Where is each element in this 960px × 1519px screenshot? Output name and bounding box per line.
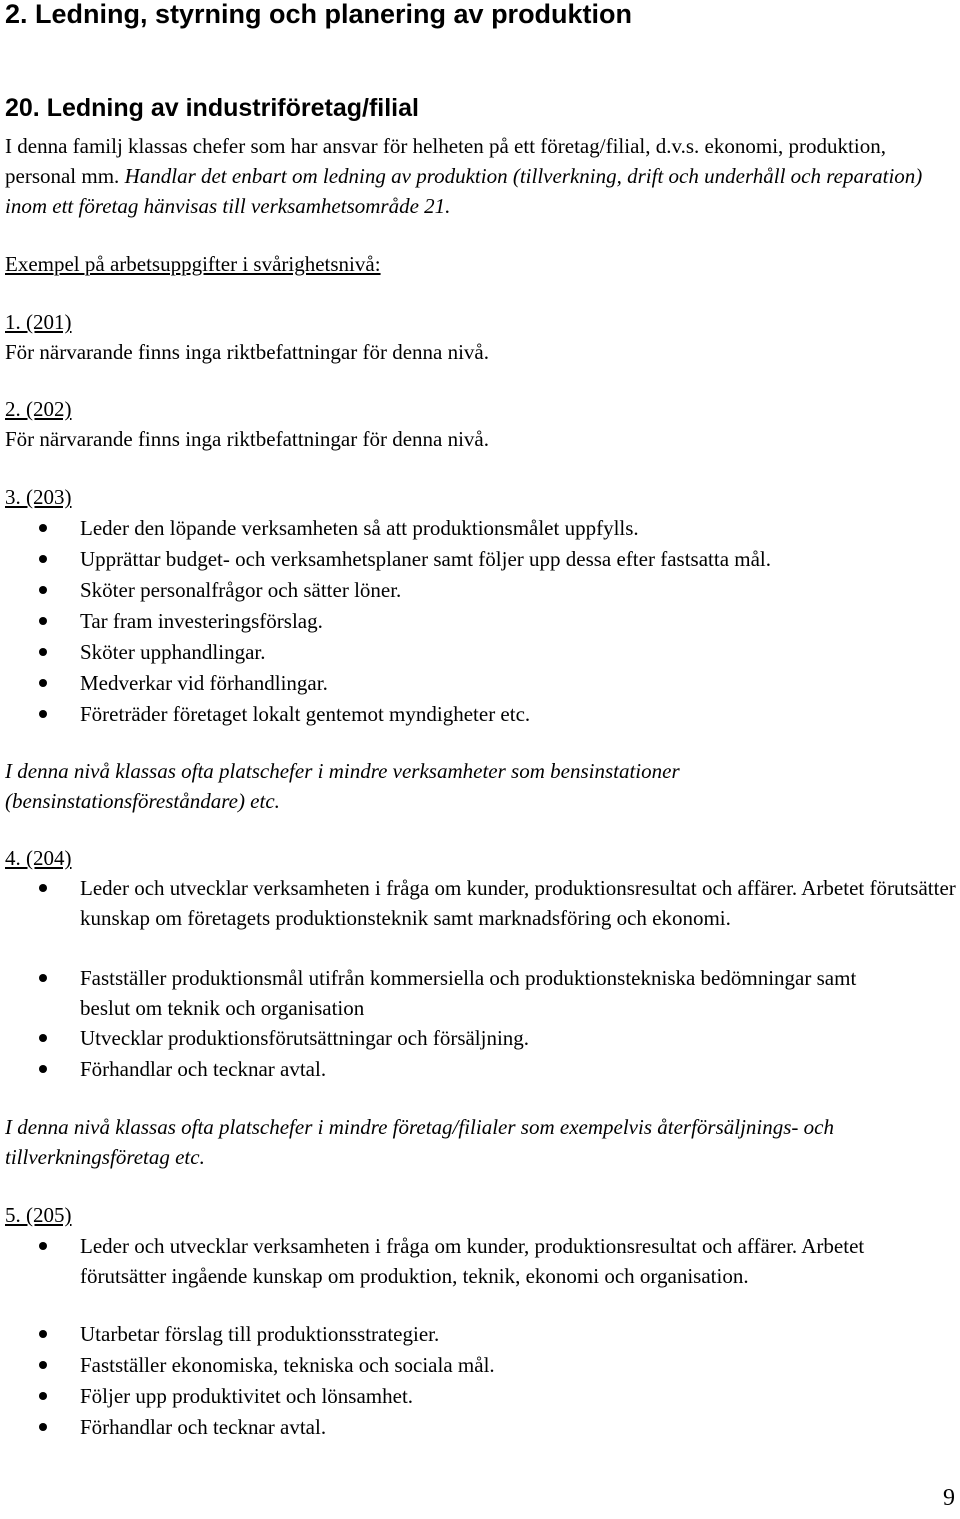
list-item-text: Sköter personalfrågor och sätter löner. <box>80 578 402 602</box>
list-item <box>0 1350 950 1381</box>
bullet-icon <box>39 1242 47 1250</box>
list-item <box>0 1319 950 1350</box>
bullet-icon <box>39 555 47 563</box>
list-item-text: Leder och utvecklar verksamheten i fråga om kunder, produktionsresultat och affärer. Arbetet förutsätter ingående kunskap om produktion, teknik, ekonomi och organisation. <box>80 1234 865 1288</box>
level-4-bullet-list <box>0 873 960 1085</box>
list-item-text: Medverkar vid förhandlingar. <box>80 671 328 695</box>
chapter-heading: 2. Ledning, styrning och planering av produktion <box>5 0 633 29</box>
list-item <box>0 873 960 963</box>
bullet-icon <box>39 974 47 982</box>
level-4-note: I denna nivå klassas ofta platschefer i mindre företag/filialer som exempelvis återförsäljnings- och tillverkningsföretag etc. <box>5 1115 834 1169</box>
intro-text: I denna familj klassas chefer som har ansvar för helheten på ett företag/filial, d.v.s. ekonomi, produktion, personal mm. <box>5 134 886 188</box>
list-item-text: Upprättar budget- och verksamhetsplaner samt följer upp dessa efter fastsatta mål. <box>80 547 772 571</box>
list-item-text: Utvecklar produktionsförutsättningar och försäljning. <box>80 1026 530 1050</box>
level-5-label: 5. (205) <box>5 1203 72 1227</box>
bullet-icon <box>39 710 47 718</box>
list-item <box>0 637 771 668</box>
bullet-icon <box>39 586 47 594</box>
list-item <box>0 1381 950 1412</box>
list-item <box>0 544 771 575</box>
list-item-text: Fastställer ekonomiska, tekniska och sociala mål. <box>80 1353 495 1377</box>
list-item <box>0 1412 950 1443</box>
bullet-icon <box>39 648 47 656</box>
list-item <box>0 513 771 544</box>
list-item-text: Sköter upphandlingar. <box>80 640 266 664</box>
bullet-icon <box>39 1423 47 1431</box>
list-item-text: Förhandlar och tecknar avtal. <box>80 1415 327 1439</box>
bullet-icon <box>39 679 47 687</box>
list-item <box>0 606 771 637</box>
level-2-label: 2. (202) <box>5 397 72 421</box>
bullet-icon <box>39 617 47 625</box>
examples-heading: Exempel på arbetsuppgifter i svårighetsnivå: <box>5 252 381 276</box>
list-item-text: Förhandlar och tecknar avtal. <box>80 1057 327 1081</box>
bullet-icon <box>39 1392 47 1400</box>
list-item <box>0 1231 950 1319</box>
level-4-label: 4. (204) <box>5 846 72 870</box>
list-item-text: Följer upp produktivitet och lönsamhet. <box>80 1384 414 1408</box>
list-item <box>0 668 771 699</box>
list-item <box>0 575 771 606</box>
list-item <box>0 963 880 1023</box>
page-number: 9 <box>943 1485 955 1511</box>
bullet-icon <box>39 1330 47 1338</box>
section-heading: 20. Ledning av industriföretag/filial <box>5 94 419 122</box>
intro-referral-text: Handlar det enbart om ledning av produktion (tillverkning, drift och underhåll och reparation) inom ett företag hänvisas till verksamhetsområde 21. <box>5 164 923 218</box>
intro-paragraph <box>5 131 957 221</box>
list-item <box>0 699 771 730</box>
bullet-icon <box>39 884 47 892</box>
list-item-text: Företräder företaget lokalt gentemot myndigheter etc. <box>80 702 531 726</box>
list-item-text: Tar fram investeringsförslag. <box>80 609 323 633</box>
bullet-icon <box>39 524 47 532</box>
bullet-icon <box>39 1361 47 1369</box>
list-item <box>0 1054 960 1085</box>
level-5-bullet-list <box>0 1231 950 1443</box>
level-1-text: För närvarande finns inga riktbefattningar för denna nivå. <box>5 340 489 364</box>
list-item-text: Utarbetar förslag till produktionsstrategier. <box>80 1322 440 1346</box>
list-item <box>0 1023 960 1054</box>
list-item-text: Leder och utvecklar verksamheten i fråga om kunder, produktionsresultat och affärer. Arbetet förutsätter kunskap om företagets produktionsteknik samt marknadsföring och ekonomi. <box>80 876 956 930</box>
bullet-icon <box>39 1065 47 1073</box>
list-item-text: Leder den löpande verksamheten så att produktionsmålet uppfylls. <box>80 516 639 540</box>
level-1-label: 1. (201) <box>5 310 72 334</box>
level-3-note: I denna nivå klassas ofta platschefer i mindre verksamheter som bensinstationer (bensinstationsföreståndare) etc. <box>5 759 680 813</box>
level-2-text: För närvarande finns inga riktbefattningar för denna nivå. <box>5 427 489 451</box>
level-3-bullet-list <box>0 513 771 730</box>
list-item-text: Fastställer produktionsmål utifrån kommersiella och produktionstekniska bedömningar samt beslut om teknik och organisation <box>80 966 857 1020</box>
level-3-label: 3. (203) <box>5 485 72 509</box>
bullet-icon <box>39 1034 47 1042</box>
